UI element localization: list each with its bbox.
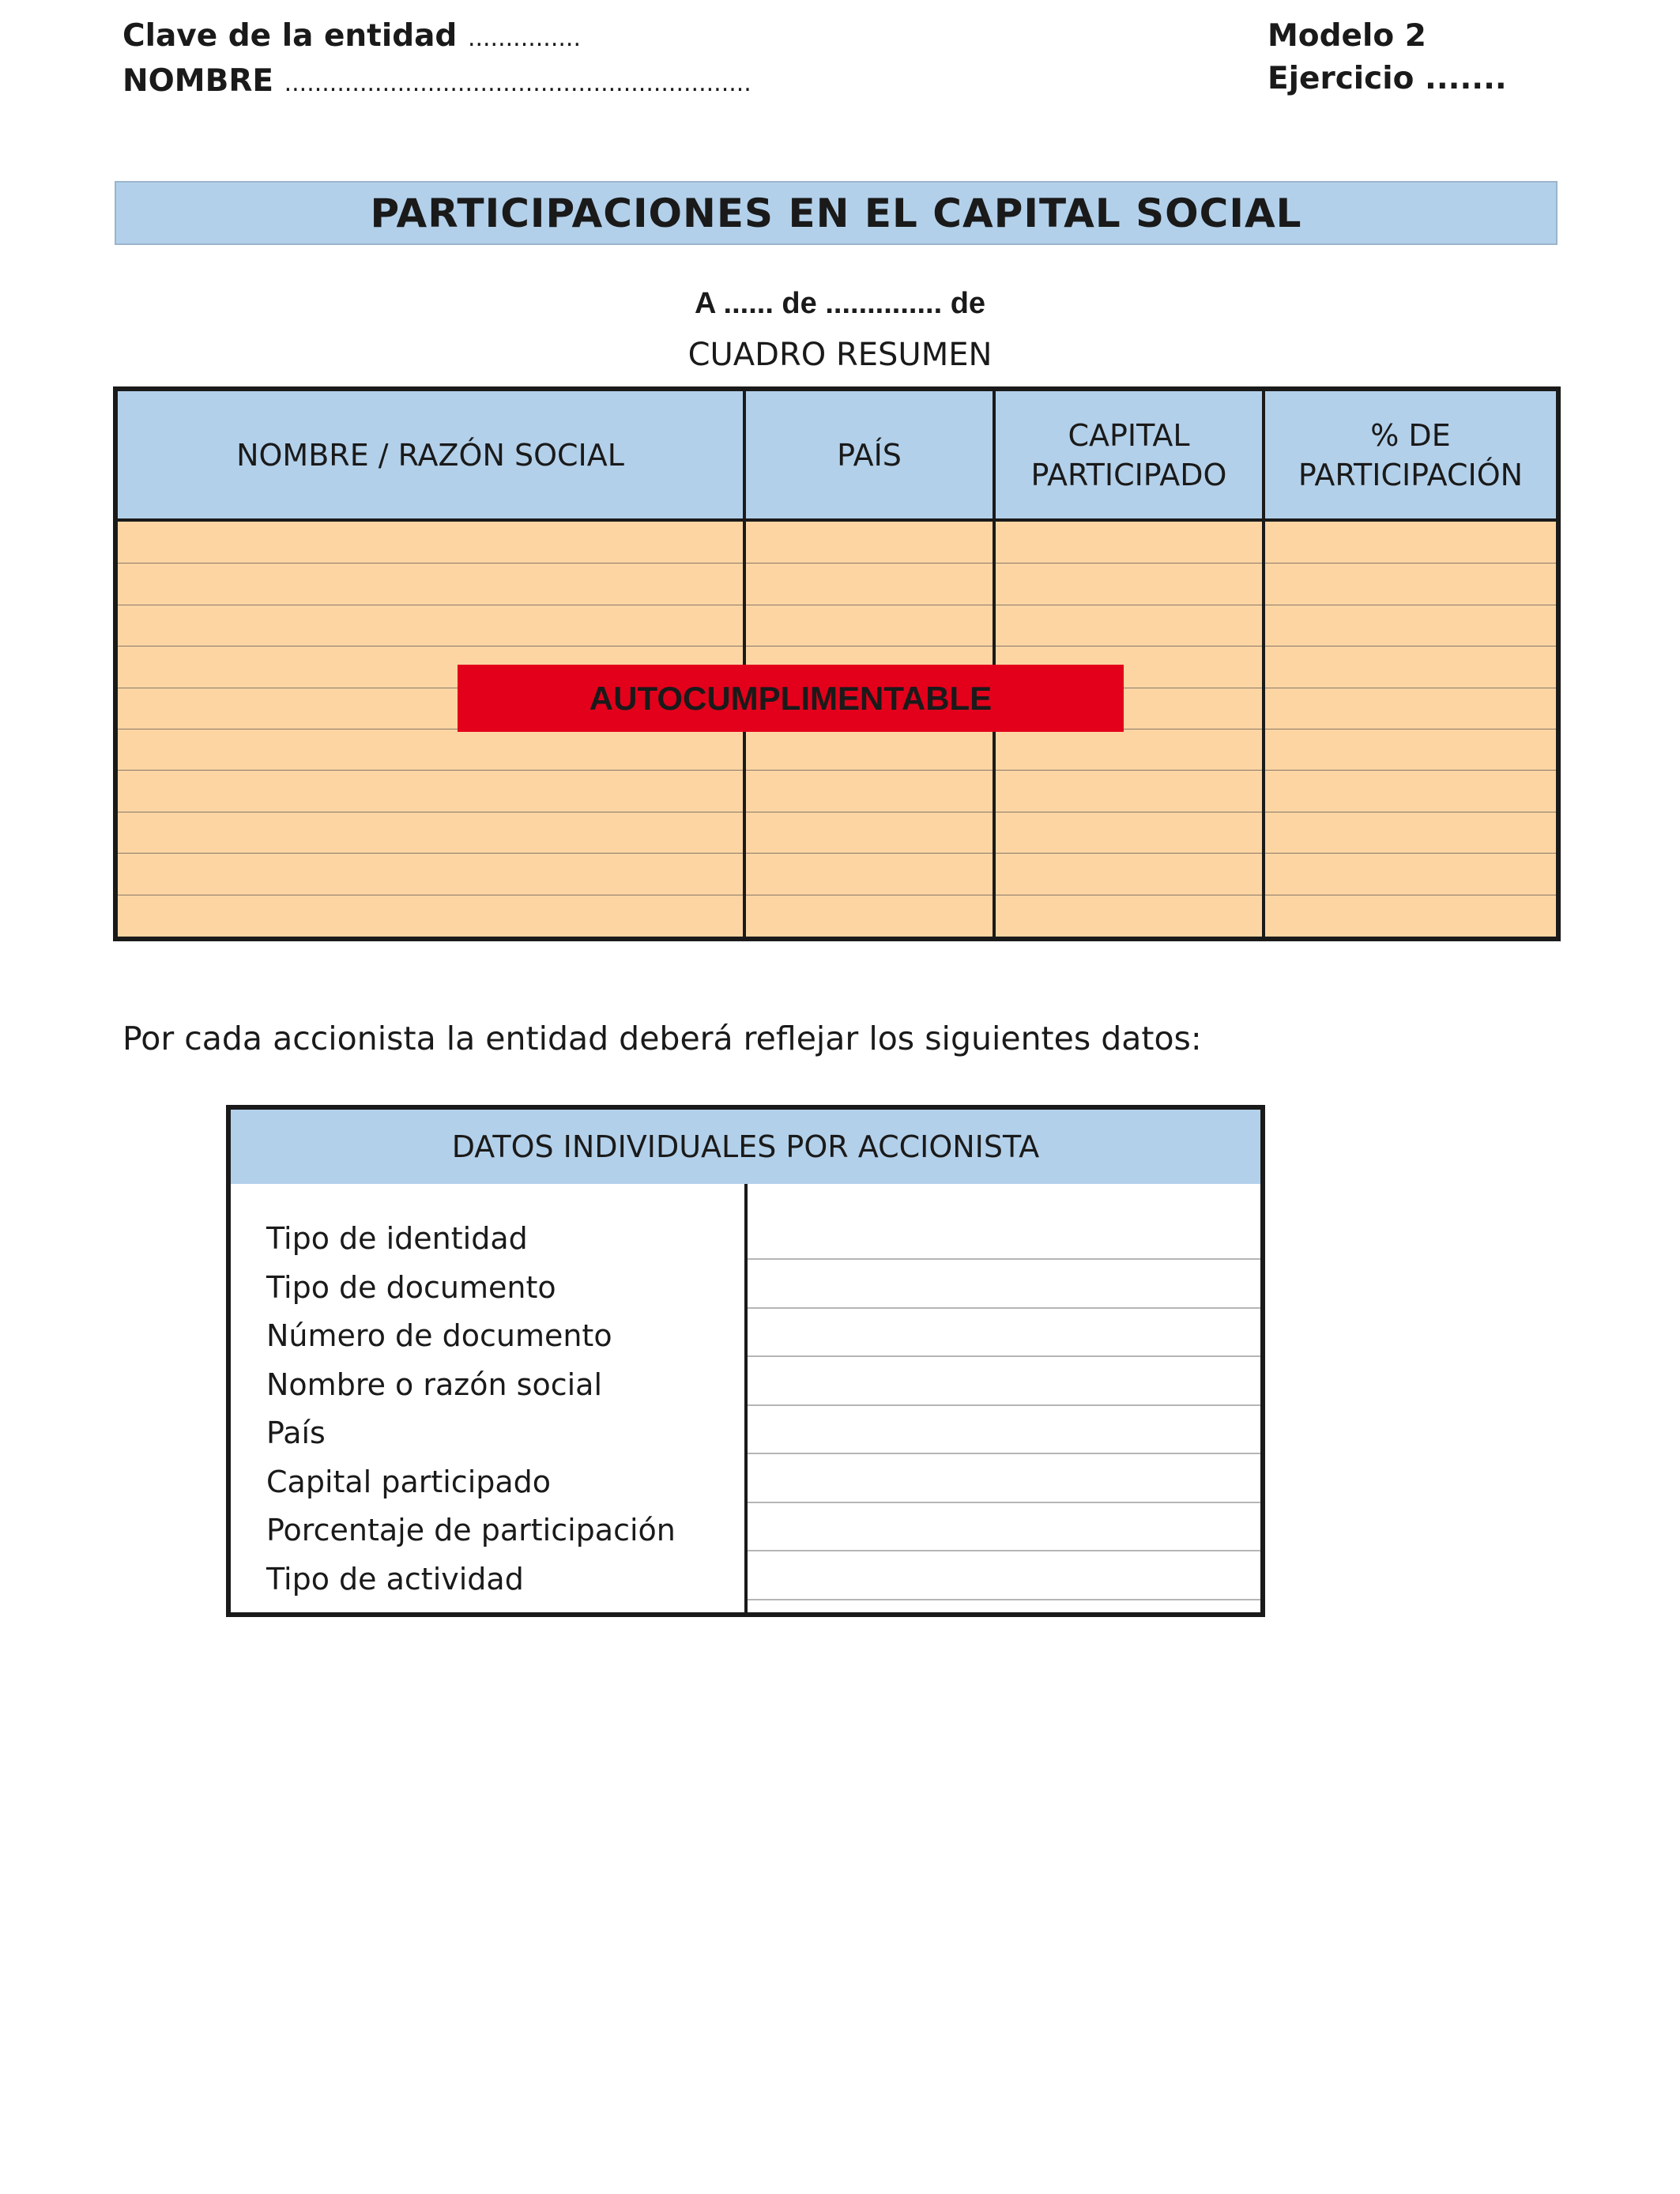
entity-header <box>122 17 751 103</box>
column-divider <box>1262 391 1265 937</box>
field-input-line[interactable] <box>748 1404 1260 1406</box>
individual-table-header: DATOS INDIVIDUALES POR ACCIONISTA <box>231 1110 1260 1184</box>
date-line: A ...... de .............. de <box>694 287 986 320</box>
column-header-pais: PAÍS <box>837 437 902 473</box>
column-header-porcentaje: % DE PARTICIPACIÓN <box>1298 417 1524 492</box>
summary-row-line <box>118 853 1556 854</box>
intro-text: Por cada accionista la entidad deberá reflejar los siguientes datos: <box>122 1020 1202 1057</box>
autocumplimentable-banner: AUTOCUMPLIMENTABLE <box>458 665 1124 732</box>
summary-table-header <box>118 391 1556 522</box>
field-input-line[interactable] <box>748 1550 1260 1551</box>
summary-row-line <box>118 646 1556 647</box>
field-label: Tipo de identidad <box>266 1221 528 1256</box>
field-label: Porcentaje de participación <box>266 1513 676 1547</box>
field-label: Capital participado <box>266 1464 552 1499</box>
column-divider <box>743 391 746 937</box>
summary-row-line <box>118 770 1556 771</box>
field-input-line[interactable] <box>748 1307 1260 1309</box>
field-label: Tipo de actividad <box>266 1561 524 1596</box>
column-divider <box>744 1184 748 1612</box>
cuadro-resumen-title: CUADRO RESUMEN <box>687 337 993 373</box>
field-label: Número de documento <box>266 1318 612 1353</box>
column-header-nombre: NOMBRE / RAZÓN SOCIAL <box>236 437 624 473</box>
field-input-line[interactable] <box>748 1599 1260 1600</box>
field-label: País <box>266 1416 326 1450</box>
nombre-label: NOMBRE <box>122 63 274 99</box>
field-label: Nombre o razón social <box>266 1367 602 1402</box>
field-input-line[interactable] <box>748 1258 1260 1260</box>
clave-line <box>122 17 751 58</box>
modelo-label: Modelo 2 <box>1268 18 1426 54</box>
field-input-line[interactable] <box>748 1453 1260 1454</box>
ejercicio-label: Ejercicio ....... <box>1268 61 1507 96</box>
summary-table <box>113 386 1561 941</box>
individual-data-table <box>226 1105 1265 1617</box>
clave-dots: ............... <box>467 25 581 52</box>
column-header-capital: CAPITAL PARTICIPADO <box>1030 417 1227 492</box>
model-header <box>1268 17 1507 98</box>
field-input-line[interactable] <box>748 1355 1260 1357</box>
field-input-line[interactable] <box>748 1502 1260 1503</box>
summary-row-line <box>118 563 1556 564</box>
clave-label: Clave de la entidad <box>122 18 458 54</box>
nombre-dots: .............................................................. <box>284 70 751 97</box>
field-label: Tipo de documento <box>266 1269 556 1305</box>
nombre-line <box>122 62 751 103</box>
page-title: PARTICIPACIONES EN EL CAPITAL SOCIAL <box>115 181 1558 245</box>
column-divider <box>993 391 996 937</box>
